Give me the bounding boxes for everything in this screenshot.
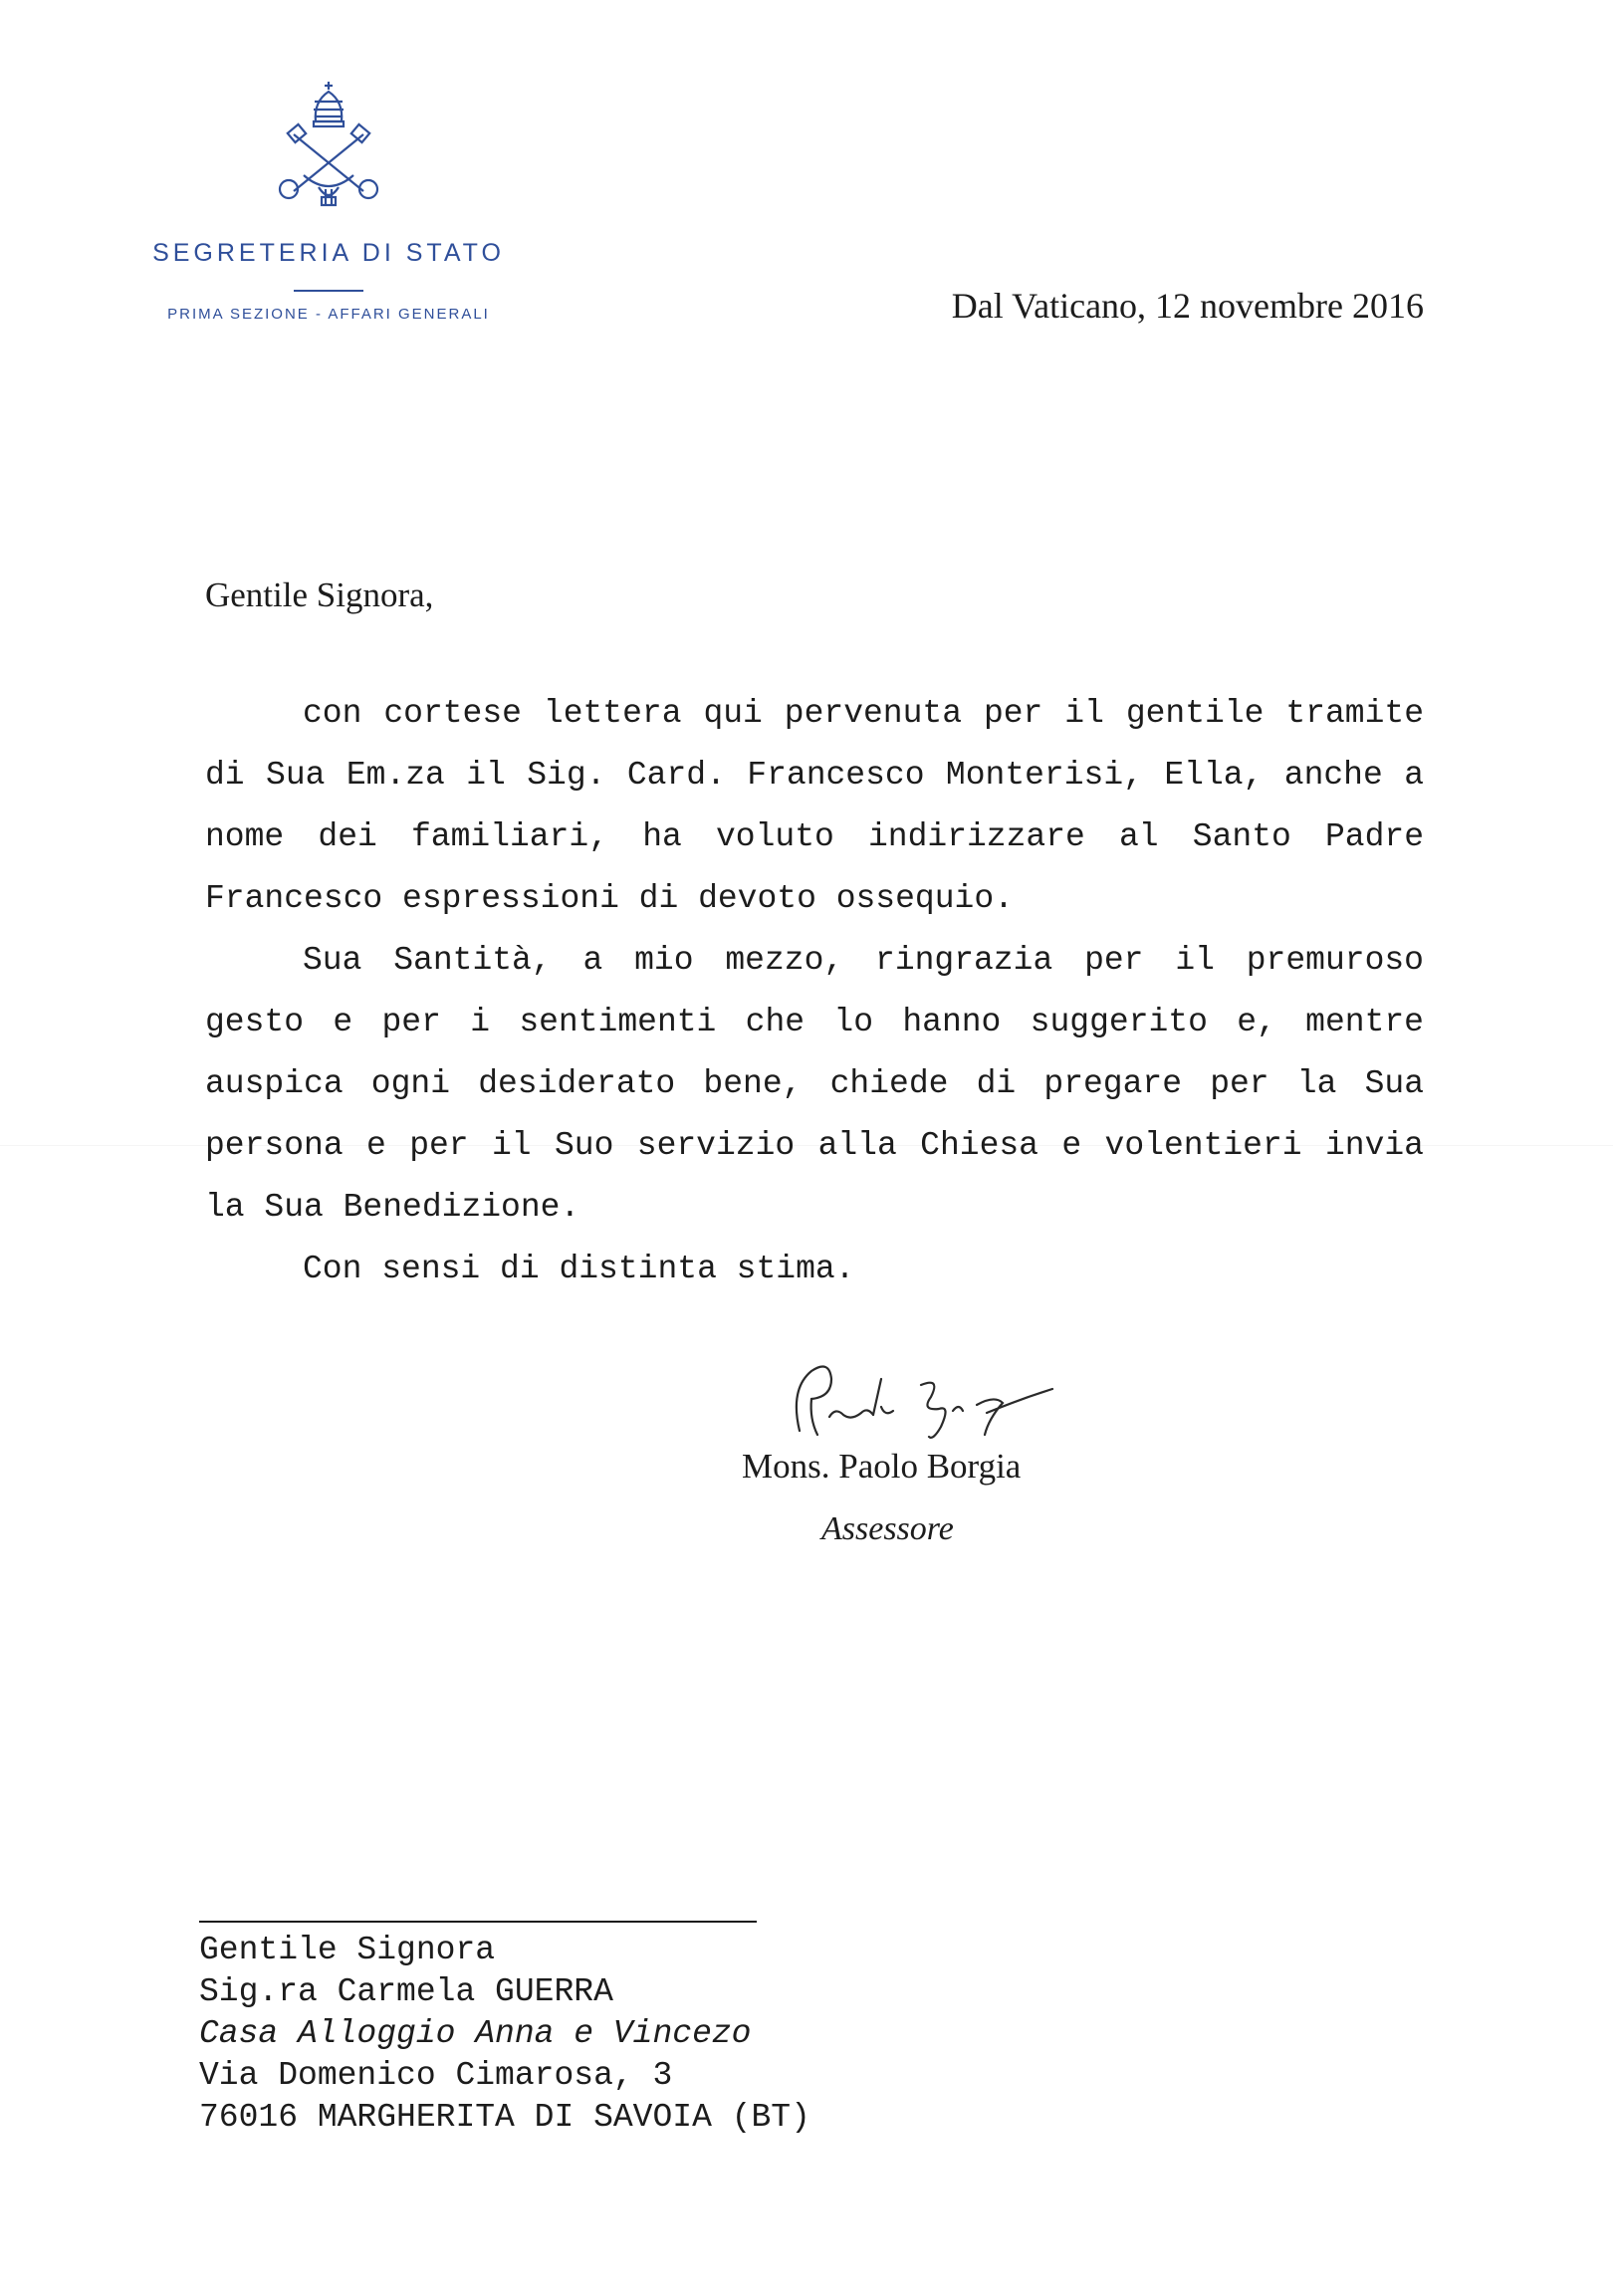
- closing-paragraph: Con sensi di distinta stima.: [303, 1251, 855, 1287]
- recipient-address: [199, 1930, 810, 2139]
- address-line: Gentile Signora: [199, 1932, 496, 1968]
- handwritten-signature: [782, 1349, 1060, 1449]
- recipient-name: Sig.ra Carmela GUERRA: [199, 1973, 613, 2010]
- street-address: Via Domenico Cimarosa, 3: [199, 2057, 673, 2094]
- paragraph: Sua Santità, a mio mezzo, ringrazia per il premuroso gesto e per i sentimenti che lo hanno suggerito e, mentre auspica ogni desiderato bene, chiede di pregare per la Sua persona e per il Suo servizio alla Chiesa e volentieri invia la Sua Benedizione.: [205, 942, 1424, 1226]
- office-name: SEGRETERIA DI STATO: [152, 239, 505, 267]
- city-postcode: 76016 MARGHERITA DI SAVOIA (BT): [199, 2099, 810, 2136]
- letterhead: [100, 80, 558, 323]
- signer-title: Assessore: [821, 1510, 954, 1547]
- papal-emblem-icon: [264, 80, 393, 209]
- address-line: Casa Alloggio Anna e Vincezo: [199, 2015, 752, 2052]
- letterhead-divider: [294, 290, 363, 292]
- greeting: Gentile Signora,: [205, 575, 434, 614]
- signer-name: Mons. Paolo Borgia: [742, 1447, 1022, 1486]
- letter-date: Dal Vaticano, 12 novembre 2016: [951, 286, 1424, 326]
- letter-body: [205, 683, 1424, 1300]
- section-name: PRIMA SEZIONE - AFFARI GENERALI: [167, 306, 490, 323]
- paragraph: con cortese lettera qui pervenuta per il gentile tramite di Sua Em.za il Sig. Card. Francesco Monterisi, Ella, anche a nome dei familiari, ha voluto indirizzare al Santo Padre Francesco espressioni di devoto ossequio.: [205, 695, 1424, 917]
- address-divider: [199, 1921, 757, 1923]
